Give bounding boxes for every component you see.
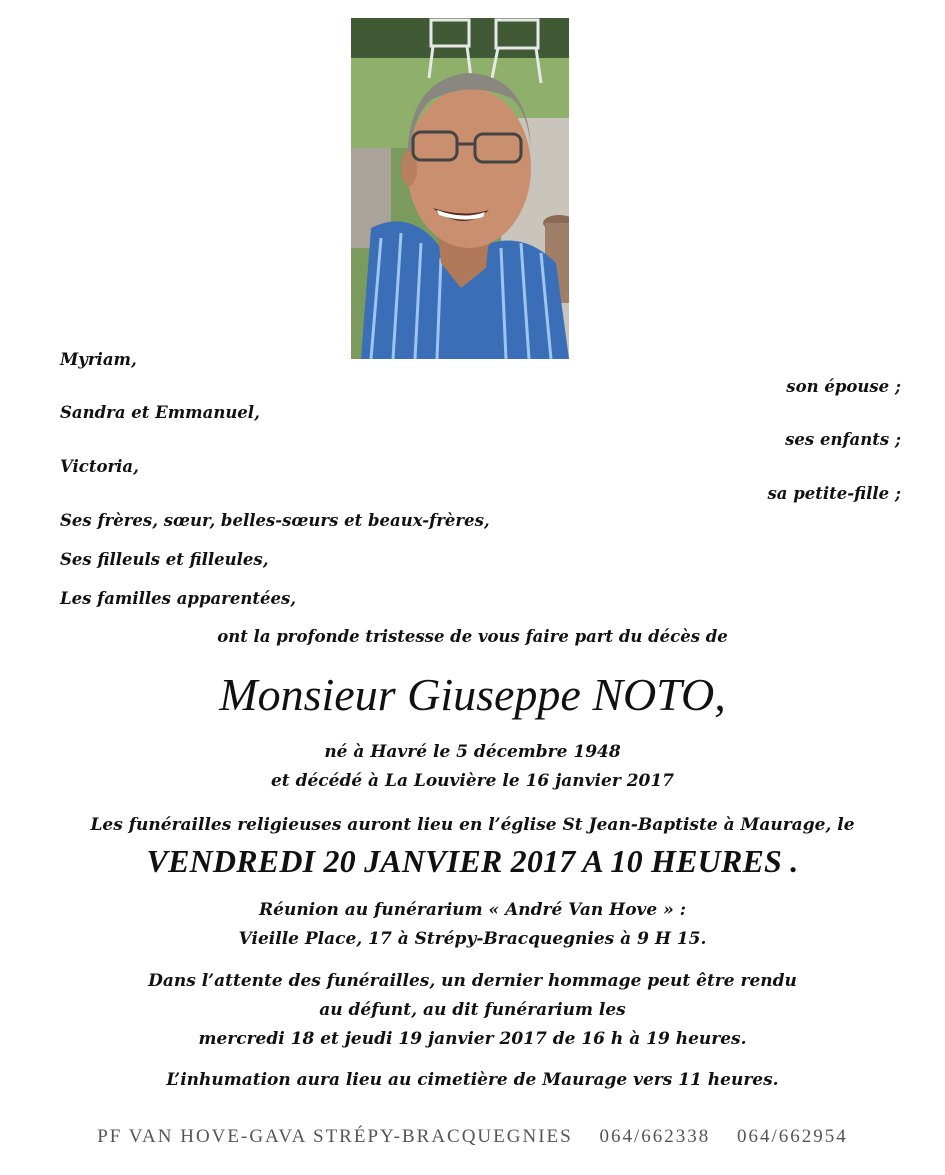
birth-info: né à Havré le 5 décembre 1948 bbox=[324, 742, 621, 762]
extended-family-2: Ses filleuls et filleules, bbox=[60, 550, 269, 569]
portrait-photo bbox=[351, 18, 569, 359]
burial-info: L’inhumation aura lieu au cimetière de Maurage vers 11 heures. bbox=[166, 1070, 779, 1090]
family-name-3: Victoria, bbox=[60, 457, 139, 476]
deceased-name: Monsieur Giuseppe NOTO, bbox=[219, 669, 726, 720]
death-info: et décédé à La Louvière le 16 janvier 2017 bbox=[270, 771, 675, 791]
extended-family-3: Les familles apparentées, bbox=[60, 589, 297, 608]
phone-number-2: 064/662954 bbox=[736, 1126, 848, 1147]
funeral-home-name: PF VAN HOVE-GAVA STRÉPY-BRACQUEGNIES bbox=[97, 1126, 573, 1147]
tribute-line-1: Dans l’attente des funérailles, un dernier hommage peut être rendu bbox=[148, 971, 797, 991]
extended-family-1: Ses frères, sœur, belles-sœurs et beaux-frères, bbox=[60, 511, 490, 530]
tribute-line-3: mercredi 18 et jeudi 19 janvier 2017 de 16 h à 19 heures. bbox=[198, 1029, 747, 1049]
funeral-date: VENDREDI 20 JANVIER 2017 A 10 HEURES . bbox=[146, 843, 799, 879]
family-name-2: Sandra et Emmanuel, bbox=[60, 403, 260, 422]
funeral-info: Les funérailles religieuses auront lieu en l’église St Jean-Baptiste à Maurage, le bbox=[90, 815, 855, 835]
family-relation-3: sa petite-fille ; bbox=[767, 484, 901, 503]
meeting-line-2: Vieille Place, 17 à Strépy-Bracquegnies à 9 H 15. bbox=[238, 929, 707, 949]
family-name-1: Myriam, bbox=[60, 350, 137, 369]
meeting-line-1: Réunion au funérarium « André Van Hove » : bbox=[259, 900, 686, 920]
family-relation-2: ses enfants ; bbox=[785, 430, 901, 449]
funeral-home-footer bbox=[0, 1126, 945, 1148]
tribute-line-2: au défunt, au dit funérarium les bbox=[319, 1000, 626, 1020]
family-relation-1: son épouse ; bbox=[786, 377, 901, 396]
phone-number-1: 064/662338 bbox=[599, 1126, 711, 1147]
announcement-text: ont la profonde tristesse de vous faire part du décès de bbox=[217, 627, 728, 646]
